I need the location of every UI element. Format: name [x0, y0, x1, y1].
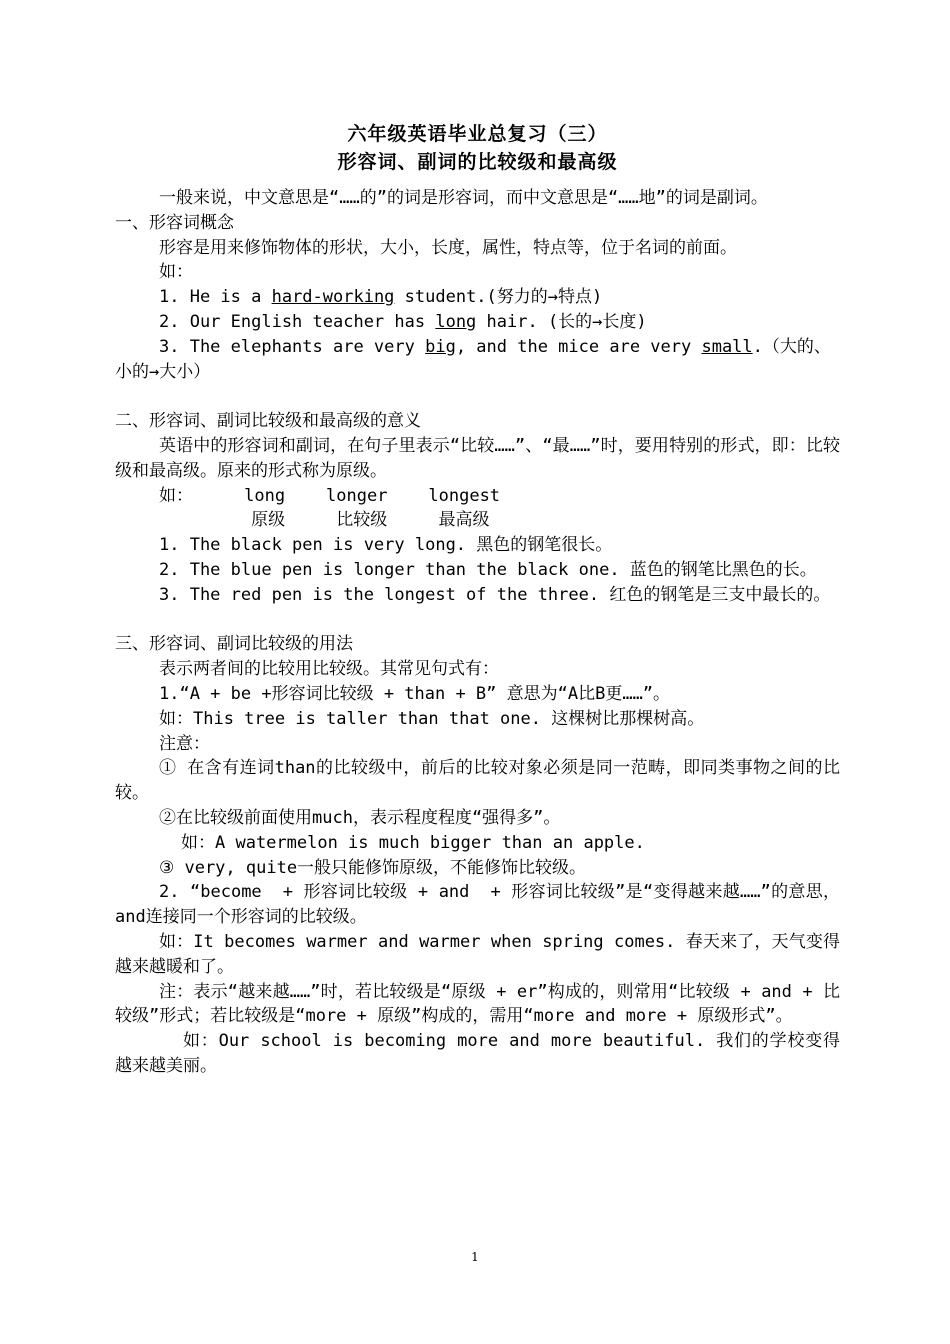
section1-example-2: 2. Our English teacher has long hair. (长的→长度)	[159, 311, 647, 332]
page-number: 1	[471, 1250, 479, 1264]
section2-example-2: 2. The blue pen is longer than the black one. 蓝色的钢笔比黑色的长。	[159, 559, 817, 580]
section3-pattern-2: 2. “become + 形容词比较级 + and + 形容词比较级”是“变得越来越……”的意思，and连接同一个形容词的比较级。	[115, 882, 840, 928]
underlined-word: long	[435, 311, 477, 332]
underlined-word: small	[701, 336, 753, 357]
section3-note-1: ① 在含有连词than的比较级中，前后的比较对象必须是同一范畴，即同类事物之间的比较。	[115, 758, 840, 804]
title-block	[115, 120, 840, 176]
section3-pattern-1: 1.“A + be +形容词比较级 + than + B” 意思为“A比B更……”。	[159, 683, 671, 704]
section1-example-3: 3. The elephants are very big, and the mice are very small.（大的、小的→大小）	[115, 336, 831, 382]
doc-title: 六年级英语毕业总复习（三）	[347, 123, 608, 145]
section2-forms: 如： long longer longest	[159, 485, 501, 506]
section2-example-3: 3. The red pen is the longest of the three. 红色的钢笔是三支中最长的。	[159, 584, 831, 605]
section3-desc: 表示两者间的比较用比较级。其常见句式有：	[159, 659, 499, 680]
section2-desc: 英语中的形容词和副词，在句子里表示“比较……”、“最……”时，要用特别的形式，即：比较级和最高级。原来的形式称为原级。	[115, 435, 840, 481]
section3-note-4-example: 如：Our school is becoming more and more beautiful. 我们的学校变得越来越美丽。	[115, 1031, 840, 1076]
underlined-word: hard-working	[271, 287, 395, 308]
doc-subtitle: 形容词、副词的比较级和最高级	[337, 151, 618, 173]
spacer	[115, 384, 840, 409]
document-page	[115, 120, 840, 1079]
section3-heading: 三、形容词、副词比较级的用法	[115, 634, 353, 655]
section1-heading: 一、形容词概念	[115, 212, 234, 233]
section3-pattern-2-example: 如：It becomes warmer and warmer when spring comes. 春天来了，天气变得越来越暖和了。	[115, 931, 840, 977]
section3-note-4: 注：表示“越来越……”时，若比较级是“原级 + er”构成的，则常用“比较级 + and + 比较级”形式；若比较级是“more + 原级”构成的，需用“more and more + 原级形式”。	[115, 981, 840, 1027]
section3-note-3: ③ very, quite一般只能修饰原级，不能修饰比较级。	[159, 857, 587, 878]
spacer	[115, 608, 840, 633]
intro-paragraph: 一般来说，中文意思是“……的”的词是形容词，而中文意思是“……地”的词是副词。	[159, 188, 768, 208]
section1-desc: 形容是用来修饰物体的形状，大小，长度，属性，特点等，位于名词的前面。	[159, 237, 737, 258]
section3-note-2: ②在比较级前面使用much，表示程度程度“强得多”。	[159, 807, 561, 828]
section3-note-2-example: 如：A watermelon is much bigger than an apple.	[181, 832, 645, 853]
section3-pattern-1-example: 如：This tree is taller than that one. 这棵树比那棵树高。	[159, 708, 705, 729]
section3-note-label: 注意：	[159, 733, 210, 754]
section1-example-label: 如：	[159, 262, 193, 283]
section1-example-1: 1. He is a hard-working student.(努力的→特点)	[159, 287, 603, 308]
section2-form-labels: 原级 比较级 最高级	[159, 510, 490, 531]
section2-example-1: 1. The black pen is very long. 黑色的钢笔很长。	[159, 535, 613, 556]
underlined-word: big	[425, 336, 456, 357]
section2-heading: 二、形容词、副词比较级和最高级的意义	[115, 411, 421, 432]
